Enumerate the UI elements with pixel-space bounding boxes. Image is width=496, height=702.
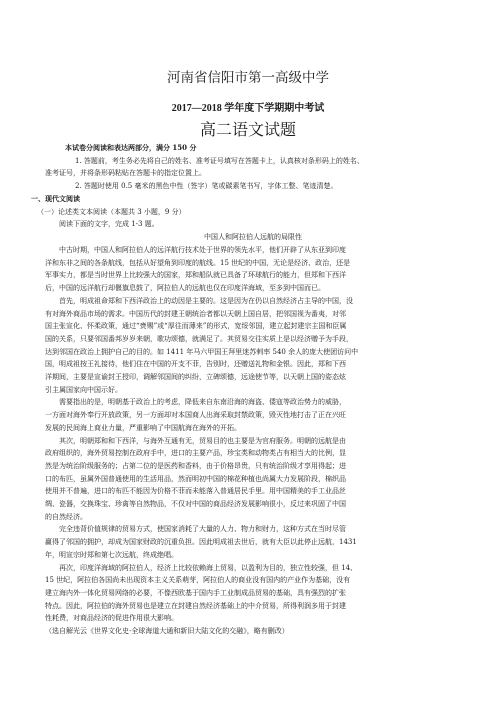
article-line: 一方面对海外奉行开放政策，另一方面却对本国商人出海采取封禁政策，毁灭性地打击了正在兴旺: [45, 411, 346, 420]
article-line: 国的关系，只要邻国番邦岁岁来朝，歌功颂德，就满足了。其贸易交往实质上是以经济赠予为手段，: [45, 334, 353, 343]
school-name: 河南省信阳市第一高级中学: [167, 70, 329, 86]
article-line: 完全违背价值规律的贸易方式，使国家消耗了大量的人力、物力和财力，这种方式在当时尽管: [59, 525, 346, 534]
article-line: 特点。因此，阿拉伯的海外贸易也是建立在封建自然经济基础上的中介贸易，所得利润多用于封建: [45, 601, 346, 610]
article-line: 有对海外商品市场的需求。中国历代的封建王朝统治者都以天朝上国自居，把邻国视为番夷，对邻: [45, 309, 346, 318]
article-line: 性耗费，对商品经济的促进作用很大影响。: [45, 614, 178, 623]
article-line: 需要指出的是，明朝基于政治上的考虑，降低来自东南沿海的海盗、倭寇等政治势力的威胁，: [59, 398, 346, 407]
subsection-title: （一）论述类文本阅读（本题共 3 小题，9 分）: [37, 207, 186, 216]
instruction-2: 2. 答题时使用 0.5 毫米的黑色中性（签字）笔或碳素笔书写，字体工整、笔迹清楚。: [75, 182, 338, 191]
article-line: 引主属国家向中国示好。: [45, 385, 122, 394]
article-line: 建立海内外一体化贸易网络的必要，不像西欧基于国内手工业制成品贸易的基础，具有强烈的扩张: [45, 588, 346, 597]
article-line: 发展的民间海上商业力量，严重影响了中国航海在海外的开拓。: [45, 423, 241, 432]
article-line: 再次，印度洋海域的阿拉伯人，经济上比较依赖海上贸易，以盈利为目的，独立性较强，但 14、: [59, 563, 358, 572]
instructions-block: [31, 142, 461, 244]
instruction-1-cont: 准考证号，并将条形码粘贴在答题卡的指定位置上。: [45, 169, 206, 178]
article-line: 使用并不普遍，进口的布匹不能因为价格不菲而未能落入普通居民手里。用中国精美的手工业品丝: [45, 487, 346, 496]
article-line: 口的布匹，虽属外国普通使用的生活用品，然而明初中国的棉花种植也尚属大力发展阶段，棉织品: [45, 474, 346, 483]
article-line: 赢得了邻国的拥护，却成为国家财政的沉重负担。因此明成祖去世后，就有大臣以此停止远航，1431: [45, 538, 357, 547]
article-line: 洋和东非之间的各条航线，包括从好望角到印度的航线。15 世纪的中国，无论是经济、政治，还是: [45, 258, 351, 267]
article-line: 然是为统治阶级服务的；占第二位的是医药和香料，由于价格昂贵，只有统治阶级才享用得起；进: [45, 461, 346, 470]
article-line: 绸、瓷器，交换珠宝、珍禽等自然物品，不仅对中国的商品经济发展影响很小，反过来巩固了中国: [45, 500, 346, 509]
article-line: 达到邻国在政治上拥护自己的目的。如 1411 年马六甲国王拜里迷苏剌率 540 余人的庞大使团访问中: [45, 347, 359, 356]
article-line: 国主张宣化、怀柔政策，通过“赍赐”或“厚往而薄来”的形式，宽绥邻国，建立起封建宗主国和臣属: [45, 322, 347, 331]
article-title: 中国人和阿拉伯人远航的局限性: [204, 232, 302, 241]
article-line: 其次，明朝郑和和下西洋，与海外互通有无，贸易目的也主要是为官府服务。明朝的远航是由: [59, 436, 346, 445]
article-line: 国，明成祖按王礼接待，他们住在中国的开支不菲，告别时，还赠送礼物和金银。因此，郑和下西: [45, 360, 346, 369]
article-line: 的自然经济。: [45, 512, 87, 521]
article-source: （选自解光云《世界文化史·全球海道大通和新旧大陆文化的交融》，略有删改）: [45, 627, 289, 636]
article-line: 军事实力，都是当时世界上比较强大的国家，郑和船队就已具备了环球航行的能力，但郑和下西洋: [45, 271, 346, 280]
exam-term: 2017—2018 学年度下学期期中考试: [171, 103, 325, 114]
section-title: 一、现代文阅读: [31, 193, 80, 203]
article-line: 后，中国的远洋航行却偃旗息鼓了，阿拉伯人的远航也仅在印度洋海域，至多到中国而已。: [45, 284, 325, 293]
article-line: 政府组织的，海外贸易控制在政府手中，进口的主要产品，珍宝类和动物类占有相当大的比例，显: [45, 449, 346, 458]
score-note: 本试卷分阅读和表达两部分，满分 150 分: [65, 143, 197, 152]
exam-subject: 高二语文试题: [199, 120, 296, 139]
article-line: 年，明宣宗时郑和第七次远航，终成绝唱。: [45, 550, 178, 559]
reading-prompt: 阅读下面的文字，完成 1-3 题。: [59, 220, 159, 229]
article-body: [45, 244, 461, 638]
article-line: 洋期间，主要是宣谕封王授印，调解邻国间的纠纷，立碑颂德，远途使节等，以天朝上国的姿态炫: [45, 373, 346, 382]
instruction-1: 1. 答题前，考生务必先将自己的姓名、准考证号填写在答题卡上，认真核对条形码上的姓名、: [75, 156, 364, 165]
article-line: 首先，明成祖命郑和下西洋政治上的动因是主要的。这是因为在仍以自然经济占主导的中国，没: [59, 296, 353, 305]
article-line: 15 世纪，阿拉伯各国尚未出现资本主义关系萌芽，阿拉伯人的商业没有国内的产业作为基础，没有: [45, 576, 351, 585]
article-line: 中古时期，中国人和阿拉伯人的远洋航行技术处于世界的领先水平，他们开辟了从东亚到印度: [59, 246, 346, 254]
